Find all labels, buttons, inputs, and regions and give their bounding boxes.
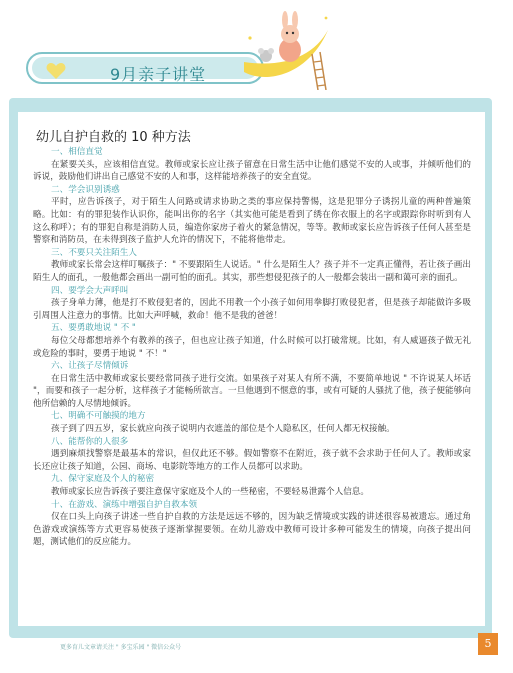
section-paragraph: 教师或家长常会这样叮嘱孩子：" 不要跟陌生人说话。" 什么是陌生人？孩子并不一定真正懂得，若让孩子画出陌生人的面孔，一般他都会画出一副可怕的面孔。其实，那些想侵犯孩子的人一般都会装出一副和蔼可亲的面孔。 xyxy=(33,260,471,283)
header-badge-fill xyxy=(32,57,258,84)
header-badge xyxy=(26,52,264,84)
article-body xyxy=(33,146,471,549)
section-heading: 九、保守家庭及个人的秘密 xyxy=(51,474,155,485)
section-6 xyxy=(33,360,471,410)
section-8 xyxy=(33,436,471,474)
section-paragraph: 在紧要关头，应该相信直觉。教师或家长应让孩子留意在日常生活中让他们感觉不安的人或事，并倾听他们的诉说，鼓励他们讲出自己感觉不安的人和事，这样能培养孩子的安全直觉。 xyxy=(33,159,471,183)
section-10 xyxy=(33,499,471,549)
section-1 xyxy=(33,146,471,184)
section-heading: 十、在游戏、演练中增强自护自救本领 xyxy=(51,499,198,510)
section-paragraph: 孩子身单力薄，他是打不败侵犯者的，因此不用教一个小孩子如何用拳脚打败侵犯者，但是孩子却能做许多吸引周围人注意力的事情。比如大声呼喊，救命！他不是我的爸爸！ xyxy=(33,298,471,321)
section-paragraph: 每位父母都想培养个有教养的孩子，但也应让孩子知道，什么时候可以打破常规。比如，有人威逼孩子做无礼或危险的事时，要勇于地说 " 不！" xyxy=(33,335,471,359)
section-2 xyxy=(33,184,471,247)
section-heading: 八、能帮你的人很多 xyxy=(51,436,129,447)
section-9 xyxy=(33,473,471,498)
section-paragraph: 遇到麻烦找警察是最基本的常识，但仅此还不够。假如警察不在附近，孩子就不会求助于任何人了。教师或家长还应让孩子知道，公园、商场、电影院等地方的工作人员都可以求助。 xyxy=(33,449,471,472)
article-title: 幼儿自护自救的 10 种方法 xyxy=(36,130,191,145)
section-4 xyxy=(33,285,471,323)
section-heading: 五、要勇敢地说 " 不 " xyxy=(51,323,136,334)
section-5 xyxy=(33,322,471,360)
section-paragraph: 平时，应告诉孩子，对于陌生人问路或请求协助之类的事应保持警惕，这是犯罪分子诱拐儿童的两种普遍策略。比如：有的罪犯装作认识你，能叫出你的名字（其实他可能是看到了绣在你衣服上的名字或跟踪你时听到有人这么称呼）；有的罪犯自称是消防人员，编造你家房子着火的紧急情况，等等。教师或家长应告诉孩子任何人甚至是警察和消防员，在未得到孩子监护人允许的情况下，不能将他带走。 xyxy=(33,197,471,246)
page-number: 5 xyxy=(478,633,498,655)
section-heading: 七、明确不可触摸的地方 xyxy=(51,411,146,422)
section-heading: 六、让孩子尽情倾诉 xyxy=(51,361,129,372)
header-title: 9月亲子讲堂 xyxy=(110,65,207,84)
section-heading: 四、要学会大声呼叫 xyxy=(51,285,129,296)
section-paragraph: 教师或家长应告诉孩子要注意保守家庭及个人的一些秘密，不要轻易泄露个人信息。 xyxy=(51,487,369,498)
heart-icon xyxy=(46,62,66,84)
moon-rabbit-illustration xyxy=(236,10,336,90)
section-heading: 三、不要只关注陌生人 xyxy=(51,247,137,258)
section-paragraph: 仅在口头上向孩子讲述一些自护自救的方法是远远不够的，因为缺乏情境或实践的讲述很容易被遗忘。通过角色游戏或演练等方式更容易使孩子逐渐掌握要领。在幼儿游戏中教师可设计多种可能发生的情境，向孩子提出问题，测试他们的反应能力。 xyxy=(33,512,471,548)
section-3 xyxy=(33,247,471,285)
section-paragraph: 孩子到了四五岁，家长就应向孩子说明内衣遮盖的部位是个人隐私区，任何人都无权接触。 xyxy=(51,424,395,435)
section-7 xyxy=(33,410,471,435)
footer-note: 更多育儿文章请关注 " 多宝乐园 " 微信公众号 xyxy=(60,644,182,651)
section-paragraph: 在日常生活中教师或家长要经常同孩子进行交流。如果孩子对某人有所不满，不要简单地说 " 不许说某人坏话 "，而要和孩子一起分析，这样孩子才能畅所欲言。一旦他遇到不惬意的事，或有可疑的人骚扰了他，孩子便能够向他所信赖的人尽情地倾诉。 xyxy=(33,373,471,409)
section-heading: 二、学会识别诱惑 xyxy=(51,184,120,195)
section-heading: 一、相信直觉 xyxy=(51,147,103,157)
